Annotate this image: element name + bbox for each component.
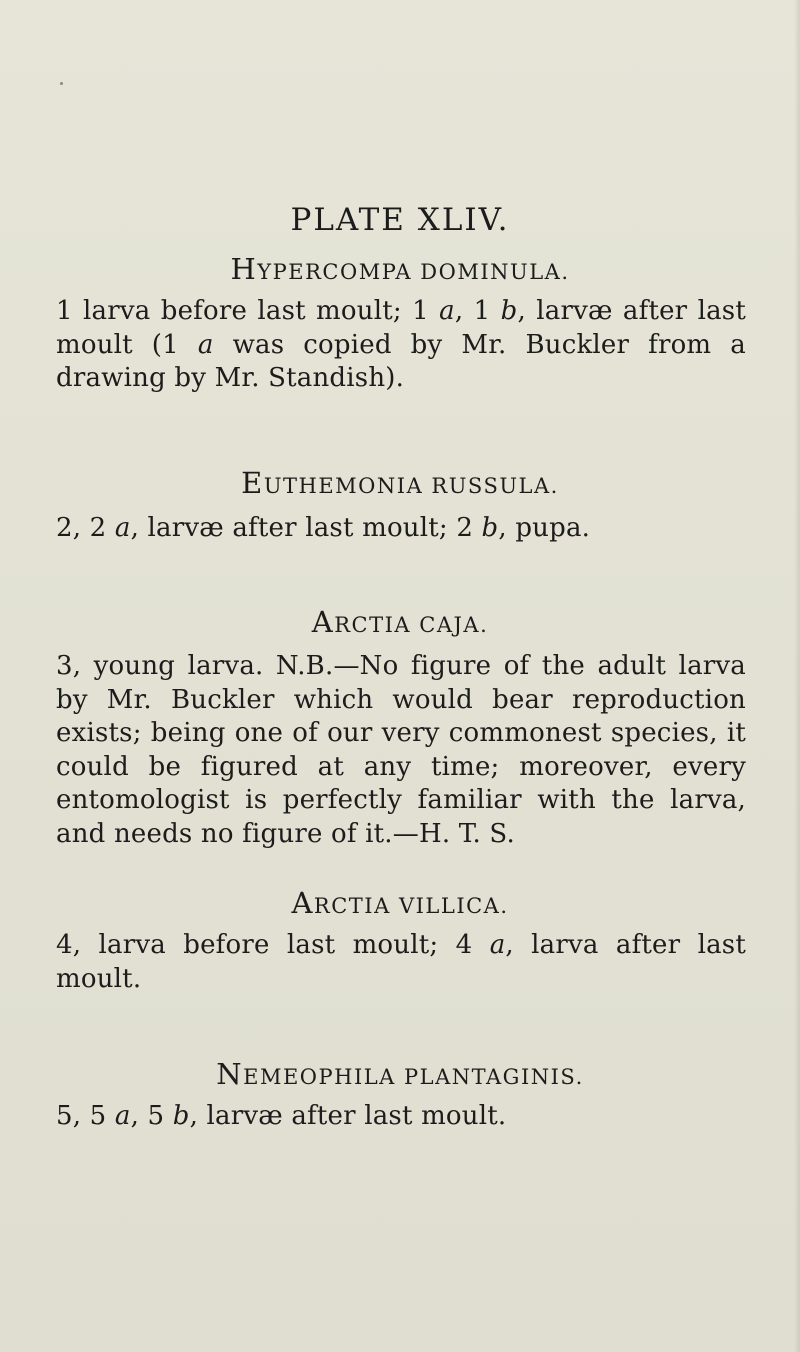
heading-genus: EMEOPHILA [243,1065,396,1089]
species-heading-3 [0,605,800,642]
heading-species: PLANTAGINIS. [404,1065,584,1089]
heading-species: RUSSULA. [431,474,559,498]
heading-species: DOMINULA. [420,260,570,284]
heading-initial: E [241,466,264,500]
heading-genus: RCTIA [313,894,391,918]
heading-initial: N [216,1057,244,1091]
heading-initial: H [230,252,258,286]
paper-speck [60,82,63,85]
species-description-4: 4, larva before last moult; 4 a, larva after last moult. [56,930,746,994]
heading-genus: RCTIA [334,613,412,637]
species-heading-5 [0,1057,800,1094]
heading-genus: UTHEMONIA [263,474,424,498]
species-heading-1 [0,252,800,289]
species-description-5: 5, 5 a, 5 b, larvæ after last moult. [56,1101,507,1131]
species-description-3: 3, young larva. N.B.—No figure of the adult larva by Mr. Buckler which would bear reproduction exists; being one of our very commonest species, it could be figured at any time; moreover, every entomologist is perfectly familiar with the larva, and needs no figure of it.—H. T. S. [56,651,746,849]
heading-genus: YPERCOMPA [257,260,413,284]
heading-species: CAJA. [419,613,489,637]
heading-species: VILLICA. [398,894,509,918]
plate-title: PLATE XLIV. [290,202,510,238]
heading-initial: A [291,886,314,920]
species-description-1: 1 larva before last moult; 1 a, 1 b, larvæ after last moult (1 a was copied by Mr. Buckler from a drawing by Mr. Standish). [56,296,746,393]
species-description-2: 2, 2 a, larvæ after last moult; 2 b, pupa. [56,513,591,543]
species-heading-4 [0,886,800,923]
heading-initial: A [311,605,335,639]
species-heading-2 [0,466,800,503]
